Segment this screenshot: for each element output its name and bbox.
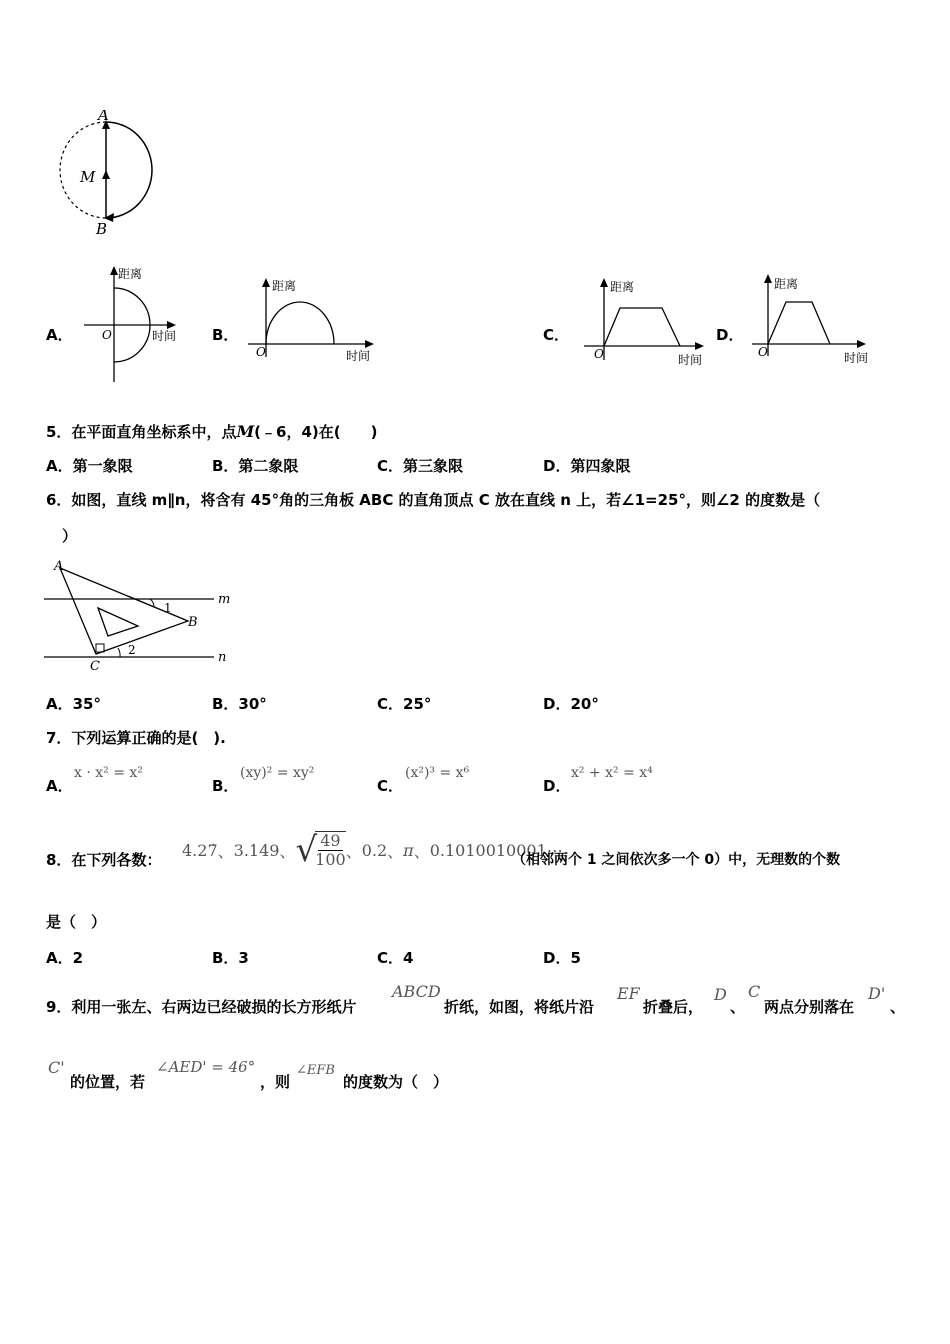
q6-angle-2: 2 [128, 643, 136, 657]
q5-stem [46, 421, 377, 442]
q7-option-c-expr: (x²)³ = x⁶ [405, 765, 470, 781]
q8-sep-2: 、 [279, 841, 296, 861]
q5-stem-a: 5．在平面直角坐标系中，点 [46, 423, 237, 441]
q9-part6: 、 [890, 998, 906, 1016]
q6-stem-line1: 6．如图，直线 m∥n，将含有 45°角的三角板 ABC 的直角顶点 C 放在直线 n 上，若∠1=25°，则∠2 的度数是（ [46, 491, 821, 509]
q4-a-ylabel: 距离 [118, 267, 143, 281]
q9-abcd: ABCD [392, 982, 441, 1001]
q7-option-d-letter: D． [543, 777, 571, 795]
label-point-m: M [80, 168, 96, 186]
q4-c-xlabel: 时间 [678, 353, 703, 367]
q9-ef: EF [617, 984, 640, 1003]
q9-part3: 折叠后， [643, 998, 704, 1016]
circle-figure [40, 110, 170, 245]
q9-part2: 折纸，如图，将纸片沿 [444, 998, 595, 1016]
label-point-a: A [98, 110, 109, 124]
q4-graph-c [578, 272, 713, 372]
q5-stem-b: (﹣6，4)在( ) [254, 423, 378, 441]
q8-line2: 是（ ） [46, 913, 107, 931]
q6-angle-1: 1 [164, 601, 172, 615]
q6-label-c: C [90, 659, 100, 674]
q8-option-b: B．3 [212, 949, 249, 967]
q9-part7: 的位置，若 [70, 1073, 146, 1091]
q8-frac-den: 100 [315, 850, 346, 869]
q4-d-origin: O [758, 345, 768, 359]
q8-num-3: 0.2 [361, 840, 388, 860]
q9-angle-aed: ∠AED' = 46° [156, 1058, 256, 1076]
q4-option-d-letter: D． [716, 326, 744, 344]
q8-num-2: 3.149 [233, 840, 280, 860]
q4-a-origin: O [102, 328, 112, 342]
q8-sqrt-icon: √ [295, 830, 318, 870]
q8-num-5: 0.1010010001⋯ [429, 840, 563, 860]
q6-figure [40, 556, 240, 676]
q6-option-c: C．25° [377, 695, 432, 713]
q5-point: M [236, 422, 255, 441]
q4-d-xlabel: 时间 [844, 351, 869, 365]
q8-num-4: π [403, 840, 414, 860]
q9-part9: 的度数为（ ） [343, 1073, 449, 1091]
q7-option-d-expr: x² + x² = x⁴ [571, 765, 653, 781]
q9-part8: ，则 [260, 1073, 291, 1091]
q6-option-d: D．20° [543, 695, 599, 713]
q8-option-c: C．4 [377, 949, 414, 967]
q4-option-c-letter: C． [543, 326, 570, 344]
q6-label-b: B [188, 615, 198, 630]
q4-b-origin: O [256, 345, 266, 359]
q5-option-b: B．第二象限 [212, 457, 299, 475]
q8-numbers [182, 826, 563, 874]
q8-num-1: 4.27̇ [182, 840, 218, 860]
q8-sep-5: 、 [413, 841, 430, 861]
q4-b-xlabel: 时间 [346, 349, 371, 363]
q4-a-xlabel: 时间 [152, 329, 177, 343]
q9-part4: 、 [730, 998, 746, 1016]
q4-d-ylabel: 距离 [774, 277, 799, 291]
q7-option-b-expr: (xy)² = xy² [240, 765, 315, 781]
q4-c-origin: O [594, 347, 604, 361]
q4-option-a-letter: A． [46, 326, 73, 344]
q8-sep-1: 、 [217, 841, 234, 861]
q6-stem-line2: ） [62, 527, 78, 545]
q9-cprime: C' [48, 1058, 65, 1077]
q5-option-a: A．第一象限 [46, 457, 133, 475]
q8-option-a: A．2 [46, 949, 84, 967]
q7-option-a-expr: x · x² = x² [74, 765, 143, 781]
q9-d: D [714, 985, 727, 1004]
q7-option-a-letter: A． [46, 777, 73, 795]
label-point-b: B [96, 220, 108, 238]
q7-option-c-letter: C． [377, 777, 404, 795]
q9-c: C [748, 982, 761, 1001]
q5-option-d: D．第四象限 [543, 457, 631, 475]
q4-option-b-letter: B． [212, 326, 239, 344]
q8-option-d: D．5 [543, 949, 581, 967]
q4-graph-a [78, 262, 188, 384]
q6-label-a: A [54, 559, 64, 574]
q8-tail: （相邻两个 1 之间依次多一个 0）中，无理数的个数 [512, 852, 841, 868]
q8-sep-3: 、 [345, 841, 362, 861]
q7-stem: 7．下列运算正确的是( ). [46, 729, 226, 747]
q8-fraction [315, 831, 346, 869]
q7-option-b-letter: B． [212, 777, 239, 795]
q6-label-n: n [218, 650, 227, 665]
q6-label-m: m [218, 592, 231, 607]
q4-b-ylabel: 距离 [272, 279, 297, 293]
q6-option-a: A．35° [46, 695, 101, 713]
q9-dprime: D' [868, 984, 886, 1003]
q4-c-ylabel: 距离 [610, 280, 635, 294]
q9-part5: 两点分别落在 [764, 998, 855, 1016]
q9-angle-efb: ∠EFB [296, 1063, 335, 1078]
q4-graph-d [748, 268, 873, 368]
q5-option-c: C．第三象限 [377, 457, 464, 475]
q6-option-b: B．30° [212, 695, 267, 713]
q8-label: 8．在下列各数： [46, 851, 162, 869]
q8-sep-4: 、 [387, 841, 404, 861]
q9-part1: 9．利用一张左、右两边已经破损的长方形纸片 [46, 998, 357, 1016]
q4-graph-b [244, 272, 384, 368]
q8-frac-num: 49 [320, 831, 341, 850]
